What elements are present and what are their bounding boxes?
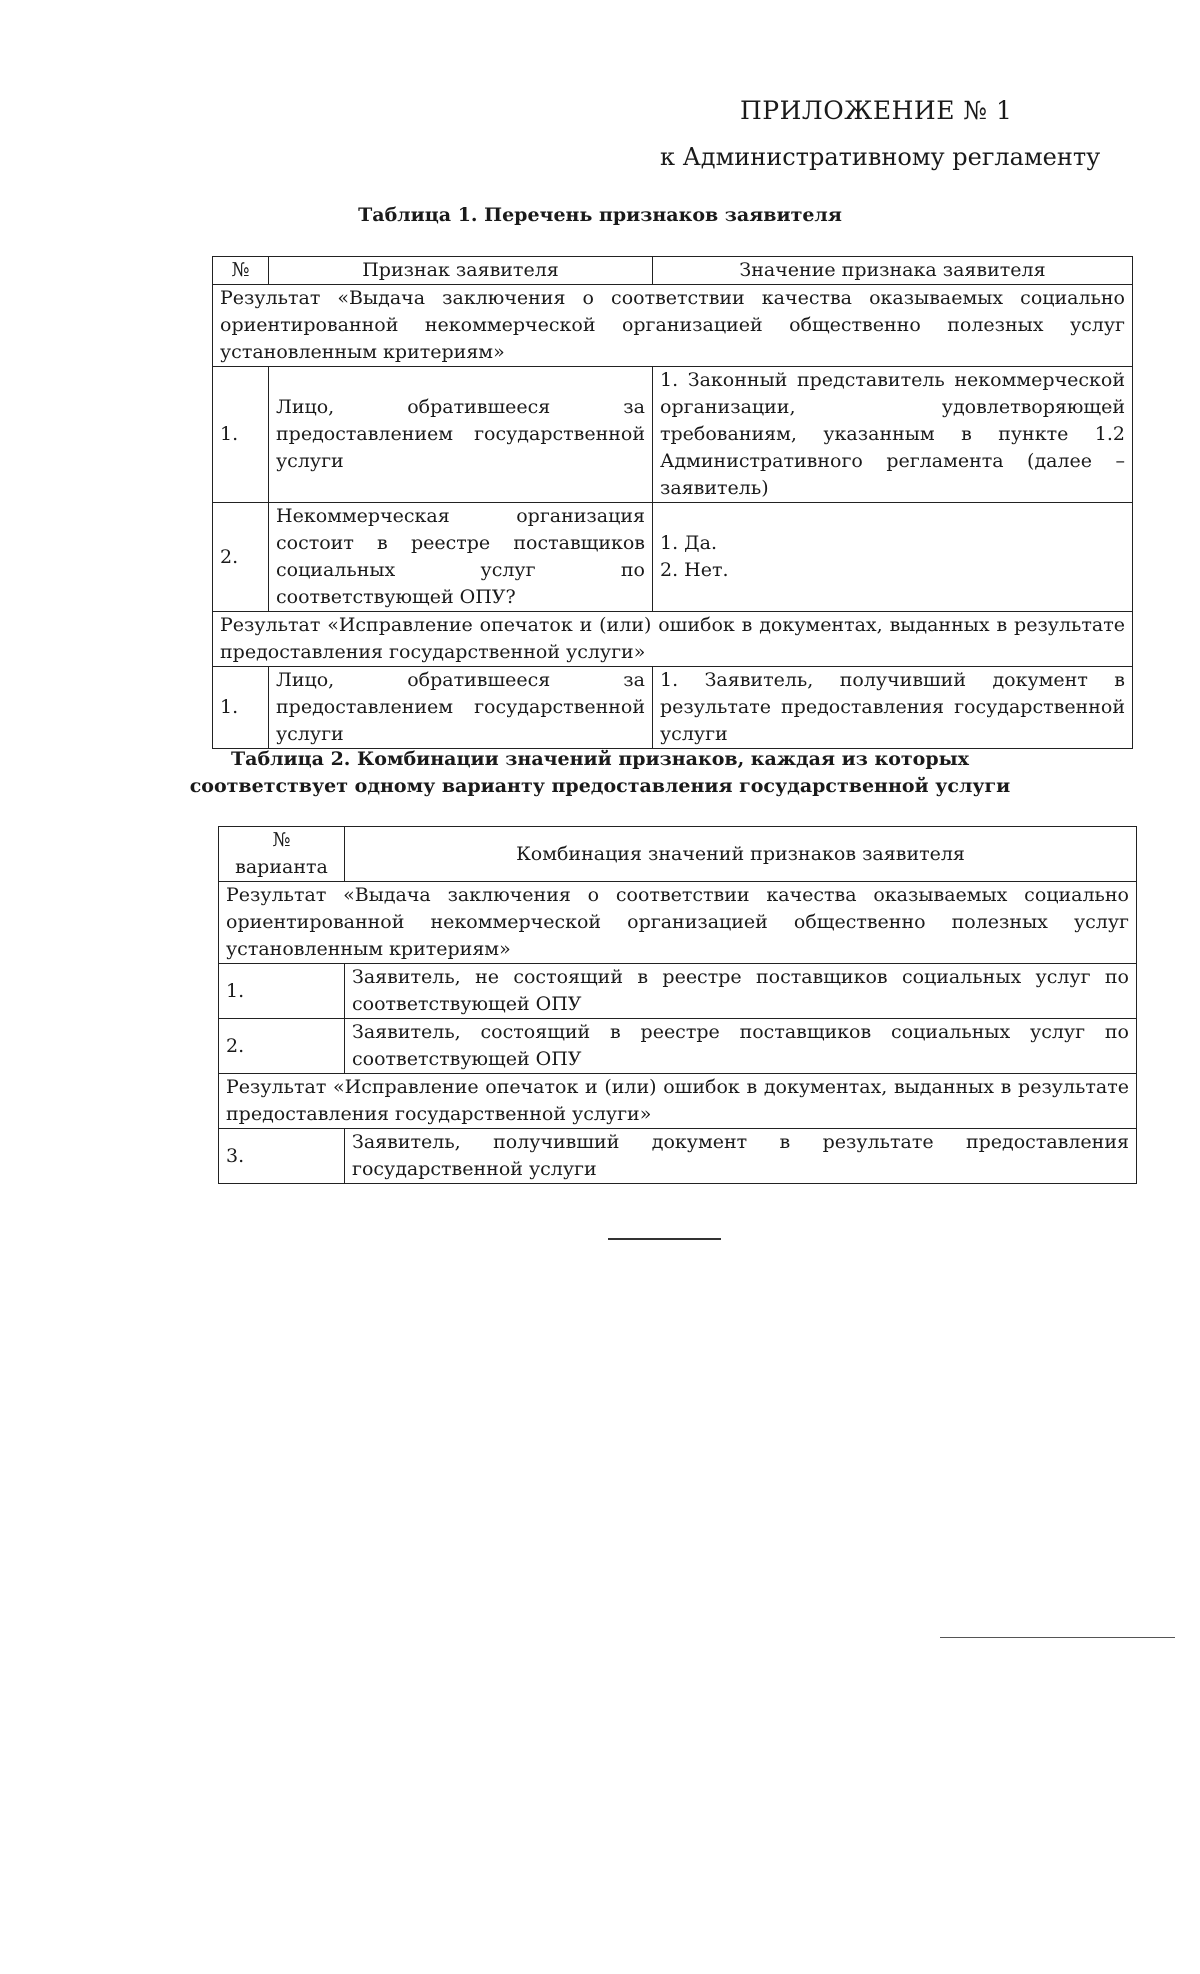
variant-number: 3. [219,1129,345,1184]
table2-section-row [219,1074,1137,1129]
table-row [219,964,1137,1019]
row-feature: Лицо, обратившееся за предоставлением государственной услуги [269,367,653,503]
row-number: 2. [213,503,269,612]
end-separator-line [608,1238,721,1240]
table2-col-num: № варианта [219,827,345,882]
table2 [218,826,1137,1184]
appendix-subtitle: к Административному регламенту [660,143,1101,171]
table-row [213,667,1133,749]
table1-section-row [213,285,1133,367]
table-row [219,1019,1137,1074]
row-feature: Лицо, обратившееся за предоставлением государственной услуги [269,667,653,749]
table1-col-value: Значение признака заявителя [653,257,1133,285]
row-feature: Некоммерческая организация состоит в реестре поставщиков социальных услуг по соответствующей ОПУ? [269,503,653,612]
table1 [212,256,1133,749]
table1-col-num: № [213,257,269,285]
variant-number: 2. [219,1019,345,1074]
row-value [653,503,1133,612]
table1-section1: Результат «Выдача заключения о соответствии качества оказываемых социально ориентированной некоммерческой организацией общественно полезных услуг установленным критериям» [213,285,1133,367]
table1-section-row [213,612,1133,667]
table-row [219,1129,1137,1184]
table2-title-line2: соответствует одному варианту предоставления государственной услуги [189,775,1011,797]
variant-number: 1. [219,964,345,1019]
table-row [213,503,1133,612]
table-row [213,367,1133,503]
table1-col-feature: Признак заявителя [269,257,653,285]
table2-section1: Результат «Выдача заключения о соответствии качества оказываемых социально ориентированной некоммерческой организацией общественно полезных услуг установленным критериям» [219,882,1137,964]
row-number: 1. [213,367,269,503]
table1-section2: Результат «Исправление опечаток и (или) ошибок в документах, выданных в результате предоставления государственной услуги» [213,612,1133,667]
variant-combo: Заявитель, состоящий в реестре поставщиков социальных услуг по соответствующей ОПУ [345,1019,1137,1074]
row-value: 1. Заявитель, получивший документ в результате предоставления государственной услуги [653,667,1133,749]
variant-combo: Заявитель, не состоящий в реестре поставщиков социальных услуг по соответствующей ОПУ [345,964,1137,1019]
table2-section2: Результат «Исправление опечаток и (или) ошибок в документах, выданных в результате предоставления государственной услуги» [219,1074,1137,1129]
table2-title-line1: Таблица 2. Комбинации значений признаков, каждая из которых [231,748,969,770]
variant-combo: Заявитель, получивший документ в результате предоставления государственной услуги [345,1129,1137,1184]
table2-header-row [219,827,1137,882]
table2-section-row [219,882,1137,964]
row-value-option: 2. Нет. [660,559,729,581]
appendix-title: ПРИЛОЖЕНИЕ № 1 [740,96,1013,125]
table1-header-row [213,257,1133,285]
row-number: 1. [213,667,269,749]
table2-col-combo: Комбинация значений признаков заявителя [345,827,1137,882]
row-value: 1. Законный представитель некоммерческой организации, удовлетворяющей требованиям, указанным в пункте 1.2 Административного регламента (далее – заявитель) [653,367,1133,503]
footer-line [940,1637,1175,1638]
table1-title: Таблица 1. Перечень признаков заявителя [358,204,842,226]
row-value-option: 1. Да. [660,532,717,554]
